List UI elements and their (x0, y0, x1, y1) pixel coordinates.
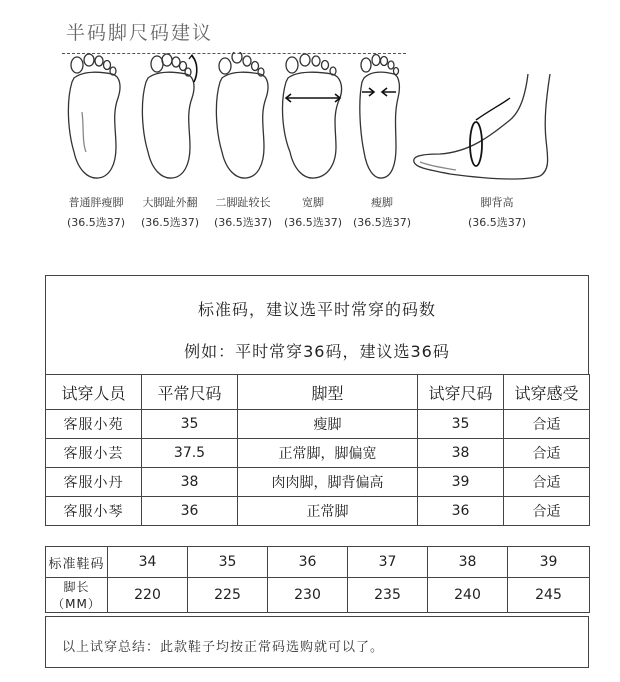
tried-size-cell: 38 (418, 439, 504, 468)
size-cell: 37 (348, 547, 428, 578)
feeling-cell: 合适 (504, 497, 590, 526)
size-chart-table (45, 546, 590, 613)
long-second-toe-foot-icon (210, 52, 276, 182)
foot-type-suggestion: (36.5选37) (352, 216, 412, 229)
foot-type-name: 普通胖瘦脚 (68, 196, 124, 209)
foot-type-name: 瘦脚 (371, 196, 393, 209)
col-header-feeling: 试穿感受 (504, 375, 590, 410)
length-cell: 220 (108, 578, 188, 613)
col-header-foot-type: 脚型 (238, 375, 418, 410)
size-row-label: 标准鞋码 (46, 547, 108, 578)
foot-type-name: 大脚趾外翻 (142, 196, 198, 209)
banner-line-1: 标准码，建议选平时常穿的码数 (197, 300, 436, 319)
size-cell: 35 (188, 547, 268, 578)
banner-line-2: 例如：平时常穿36码，建议选36码 (184, 342, 450, 361)
length-row-label: 脚长（MM） (46, 578, 108, 613)
length-cell: 240 (428, 578, 508, 613)
foot-type-name: 脚背高 (480, 196, 514, 209)
tried-size-cell: 39 (418, 468, 504, 497)
length-cell: 245 (508, 578, 590, 613)
foot-type-cell: 正常脚，脚偏宽 (238, 439, 418, 468)
usual-size-cell: 38 (142, 468, 238, 497)
length-cell: 235 (348, 578, 428, 613)
feeling-cell: 合适 (504, 439, 590, 468)
foot-type-cell: 正常脚 (238, 497, 418, 526)
size-cell: 36 (268, 547, 348, 578)
foot-type-name: 宽脚 (302, 196, 324, 209)
feeling-cell: 合适 (504, 410, 590, 439)
size-advice-banner (45, 275, 589, 375)
table-row (46, 410, 590, 439)
table-row (46, 468, 590, 497)
page-title: 半码脚尺码建议 (66, 22, 214, 44)
high-instep-foot-icon (410, 70, 560, 190)
narrow-foot-icon (352, 52, 408, 182)
foot-type-cell: 瘦脚 (238, 410, 418, 439)
trial-table (45, 374, 590, 526)
size-row (46, 547, 590, 578)
foot-type-name: 二脚趾较长 (215, 196, 271, 209)
foot-type-suggestion: (36.5选37) (283, 216, 343, 229)
foot-type-suggestion: (36.5选37) (213, 216, 273, 229)
length-cell: 225 (188, 578, 268, 613)
person-cell: 客服小琴 (46, 497, 142, 526)
foot-type-cell: 肉肉脚，脚背偏高 (238, 468, 418, 497)
tried-size-cell: 36 (418, 497, 504, 526)
person-cell: 客服小苑 (46, 410, 142, 439)
tried-size-cell: 35 (418, 410, 504, 439)
table-row (46, 439, 590, 468)
summary-text: 以上试穿总结：此款鞋子均按正常码选购就可以了。 (62, 640, 385, 655)
bunion-foot-icon (136, 52, 202, 182)
usual-size-cell: 36 (142, 497, 238, 526)
size-cell: 34 (108, 547, 188, 578)
usual-size-cell: 37.5 (142, 439, 238, 468)
foot-type-suggestion: (36.5选37) (140, 216, 200, 229)
feeling-cell: 合适 (504, 468, 590, 497)
col-header-tried-size: 试穿尺码 (418, 375, 504, 410)
trial-table-header (46, 375, 590, 410)
usual-size-cell: 35 (142, 410, 238, 439)
col-header-person: 试穿人员 (46, 375, 142, 410)
foot-type-suggestion: (36.5选37) (66, 216, 126, 229)
length-cell: 230 (268, 578, 348, 613)
table-row (46, 497, 590, 526)
size-cell: 38 (428, 547, 508, 578)
wide-foot-icon (278, 52, 348, 182)
person-cell: 客服小丹 (46, 468, 142, 497)
length-row (46, 578, 590, 613)
foot-type-suggestion: (36.5选37) (467, 216, 527, 229)
normal-foot-icon (62, 52, 128, 182)
person-cell: 客服小芸 (46, 439, 142, 468)
col-header-usual-size: 平常尺码 (142, 375, 238, 410)
size-cell: 39 (508, 547, 590, 578)
